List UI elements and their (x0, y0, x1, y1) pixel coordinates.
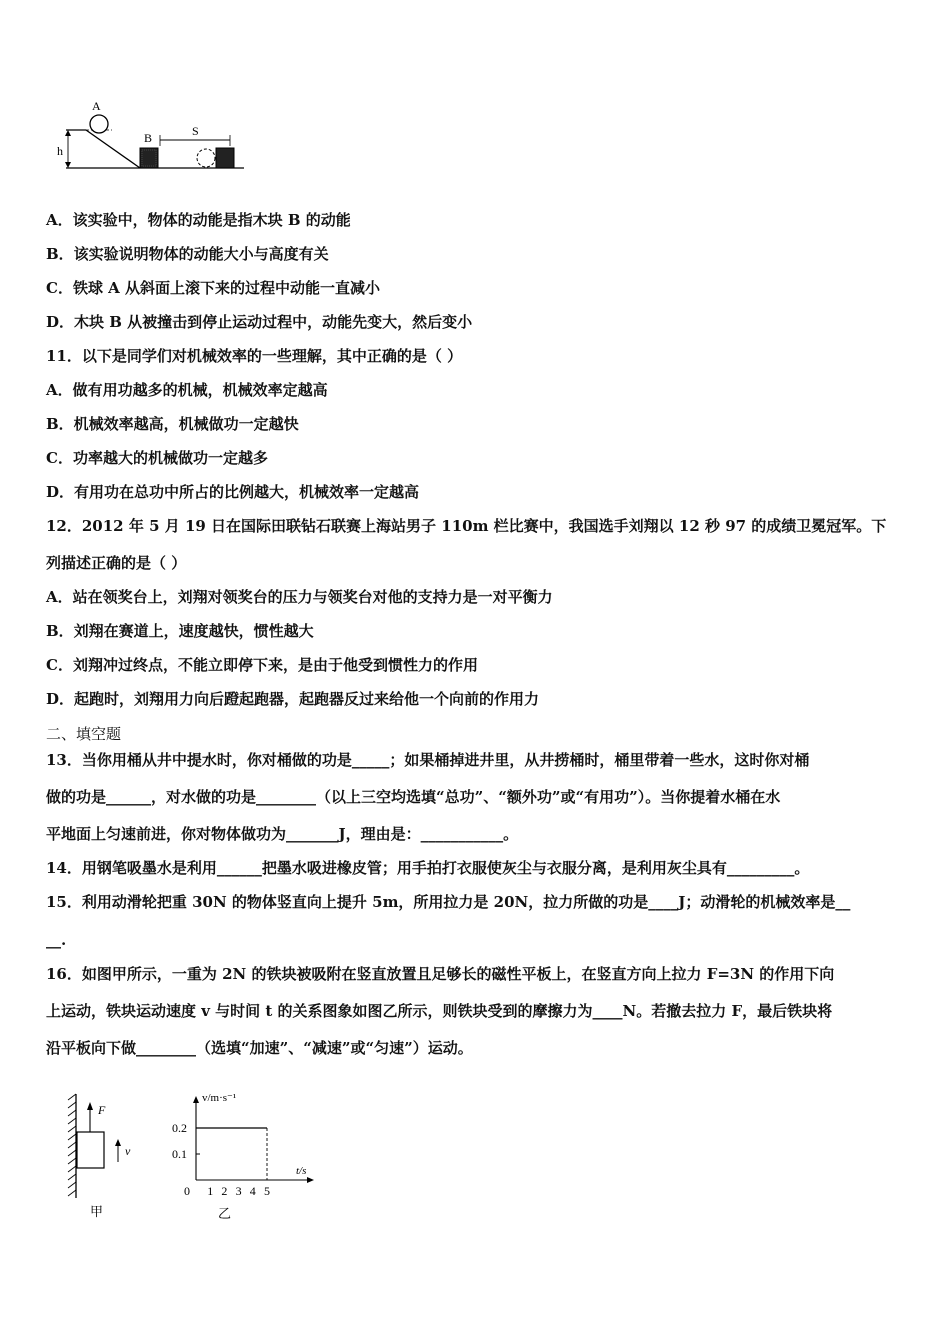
figure-yi-vt-chart (168, 1088, 318, 1228)
q12-stem-line1: 12．2012 年 5 月 19 日在国际田联钻石联赛上海站男子 110m 栏比赛中，我国选手刘翔以 12 秒 97 的成绩卫冕冠军。下 (46, 517, 887, 535)
q10-option-b: B．该实验说明物体的动能大小与高度有关 (46, 245, 329, 263)
ball-a (90, 115, 108, 133)
q12-stem-line2: 列描述正确的是（ ） (46, 554, 187, 572)
x-tick-label: 0 (184, 1184, 190, 1198)
figure-jia (62, 1092, 152, 1222)
incline-experiment-figure (52, 98, 252, 174)
q12-option-b: B．刘翔在赛道上，速度越快，惯性越大 (46, 622, 314, 640)
q11-stem: 11．以下是同学们对机械效率的一些理解，其中正确的是（ ） (46, 347, 463, 365)
q13-line3: 平地面上匀速前进，你对物体做功为_______J，理由是：___________。 (46, 825, 519, 843)
y-axis-label: v/m·s⁻¹ (202, 1092, 237, 1104)
q10-option-c: C．铁球 A 从斜面上滚下来的过程中动能一直减小 (46, 279, 381, 297)
q12-option-c: C．刘翔冲过终点，不能立即停下来，是由于他受到惯性力的作用 (46, 656, 478, 674)
q12-option-d: D．起跑时，刘翔用力向后蹬起跑器，起跑器反过来给他一个向前的作用力 (46, 690, 540, 708)
section-heading-fill-blank: 二、填空题 (46, 725, 122, 743)
label-s: S (192, 124, 199, 138)
q16-line3: 沿平板向下做________（选填“加速”、“减速”或“匀速”）运动。 (46, 1039, 473, 1057)
label-b: B (144, 131, 153, 145)
label-h: h (57, 144, 63, 158)
q15-line2: __. (46, 931, 67, 949)
y-tick-label: 0.2 (172, 1121, 187, 1135)
block-b-final (216, 148, 234, 168)
block-b (140, 148, 158, 168)
y-tick-label: 0.1 (172, 1147, 187, 1161)
q11-option-c: C．功率越大的机械做功一定越多 (46, 449, 268, 467)
x-axis-label: t/s (296, 1165, 307, 1177)
x-tick-label: 4 (249, 1184, 256, 1198)
q12-option-a: A．站在领奖台上，刘翔对领奖台的压力与领奖台对他的支持力是一对平衡力 (46, 588, 553, 606)
ball-final-position (197, 149, 215, 167)
label-v: v (125, 1144, 131, 1158)
label-f: F (98, 1103, 106, 1117)
q13-line2: 做的功是______，对水做的功是________（以上三空均选填“总功”、“额外功”或“有用功”）。当你提着水桶在水 (46, 788, 781, 806)
x-tick-label: 3 (235, 1184, 242, 1198)
x-tick-label: 5 (264, 1184, 270, 1198)
caption-jia: 甲 (90, 1205, 104, 1220)
q11-option-b: B．机械效率越高，机械做功一定越快 (46, 415, 299, 433)
q10-option-d: D．木块 B 从被撞击到停止运动过程中，动能先变大，然后变小 (46, 313, 473, 331)
caption-yi: 乙 (218, 1207, 232, 1222)
q15-line1: 15．利用动滑轮把重 30N 的物体竖直向上提升 5m，所用拉力是 20N，拉力所做的功是____J；动滑轮的机械效率是__ (46, 893, 851, 911)
label-a: A (92, 99, 101, 113)
q16-line1: 16．如图甲所示，一重为 2N 的铁块被吸附在竖直放置且足够长的磁性平板上，在竖直方向上拉力 F=3N 的作用下向 (46, 965, 835, 983)
q11-option-a: A．做有用功越多的机械，机械效率定越高 (46, 381, 328, 399)
q10-option-a: A．该实验中，物体的动能是指木块 B 的动能 (46, 211, 351, 229)
x-tick-label: 1 (207, 1184, 214, 1198)
q14-line: 14．用钢笔吸墨水是利用______把墨水吸进橡皮管；用手拍打衣服使灰尘与衣服分离，是利用灰尘具有_________。 (46, 859, 810, 877)
iron-block (77, 1132, 104, 1168)
q13-line1: 13．当你用桶从井中提水时，你对桶做的功是_____；如果桶掉进井里，从井捞桶时，桶里带着一些水，这时你对桶 (46, 751, 810, 769)
x-tick-label: 2 (221, 1184, 228, 1198)
q11-option-d: D．有用功在总功中所占的比例越大，机械效率一定越高 (46, 483, 420, 501)
q16-line2: 上运动，铁块运动速度 v 与时间 t 的关系图象如图乙所示，则铁块受到的摩擦力为____N。若撤去拉力 F，最后铁块将 (46, 1002, 833, 1020)
